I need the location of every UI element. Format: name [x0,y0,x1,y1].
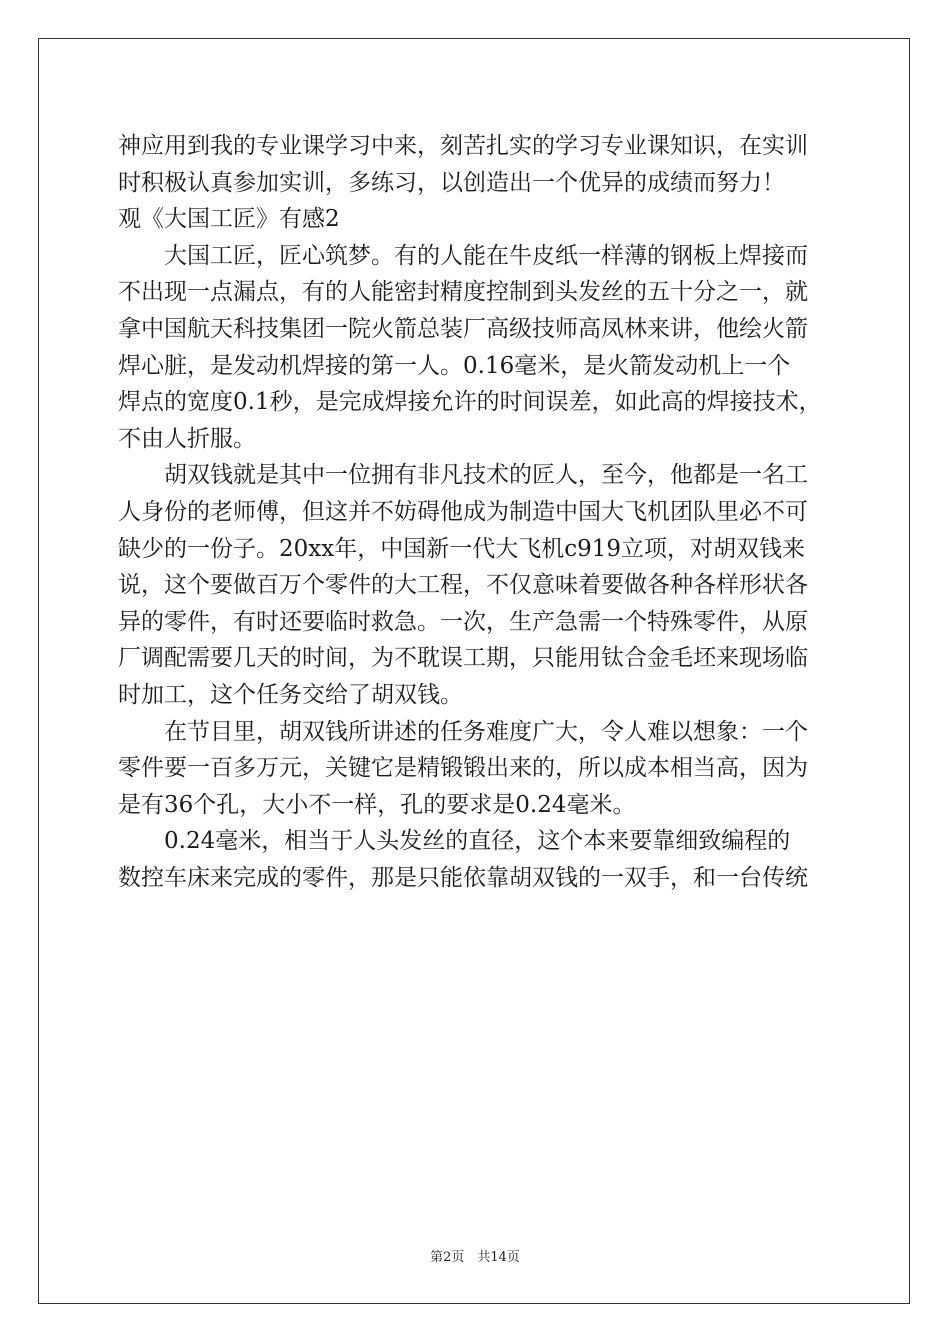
text-line: 时加工，这个任务交给了胡双钱。 [118,681,463,708]
text-line: 零件要一百多万元，关键它是精锻锻出来的，所以成本相当高，因为 [118,755,808,782]
text-line: 厂调配需要几天的时间，为不耽误工期，只能用钛合金毛坯来现场临 [118,645,808,672]
page-footer: 第2页 共14页 [430,1250,520,1265]
text-line: 大国工匠，匠心筑梦。有的人能在牛皮纸一样薄的钢板上焊接而 [118,242,808,269]
text-line: 不由人折服。 [118,425,256,452]
text-line: 不出现一点漏点，有的人能密封精度控制到头发丝的五十分之一，就 [118,279,808,306]
text-line: 神应用到我的专业课学习中来，刻苦扎实的学习专业课知识，在实训 [118,133,808,159]
text-line: 数控车床来完成的零件，那是只能依靠胡双钱的一双手，和一台传统 [118,864,808,891]
text-line: 焊点的宽度0.1秒，是完成焊接允许的时间误差，如此高的焊接技术， [118,389,822,416]
text-line: 胡双钱就是其中一位拥有非凡技术的匠人，至今，他都是一名工 [118,462,808,489]
document-body [118,128,838,896]
text-line: 是有36个孔，大小不一样，孔的要求是0.24毫米。 [118,791,636,818]
section-heading: 观《大国工匠》有感2 [118,206,340,233]
text-line: 人身份的老师傅，但这并不妨碍他成为制造中国大飞机团队里必不可 [118,498,808,525]
text-line: 说，这个要做百万个零件的大工程，不仅意味着要做各种各样形状各 [118,572,808,599]
text-line: 拿中国航天科技集团一院火箭总装厂高级技师高凤林来讲，他绘火箭 [118,315,808,342]
text-line: 焊心脏，是发动机焊接的第一人。0.16毫米，是火箭发动机上一个 [118,352,791,379]
text-line: 0.24毫米，相当于人头发丝的直径，这个本来要靠细致编程的 [118,828,791,855]
text-line: 缺少的一份子。20xx年，中国新一代大飞机c919立项，对胡双钱来 [118,535,805,562]
text-line: 时积极认真参加实训，多练习，以创造出一个优异的成绩而努力！ [118,169,785,196]
text-line: 在节目里，胡双钱所讲述的任务难度广大，令人难以想象：一个 [118,718,808,745]
text-line: 异的零件，有时还要临时救急。一次，生产急需一个特殊零件，从原 [118,608,808,635]
